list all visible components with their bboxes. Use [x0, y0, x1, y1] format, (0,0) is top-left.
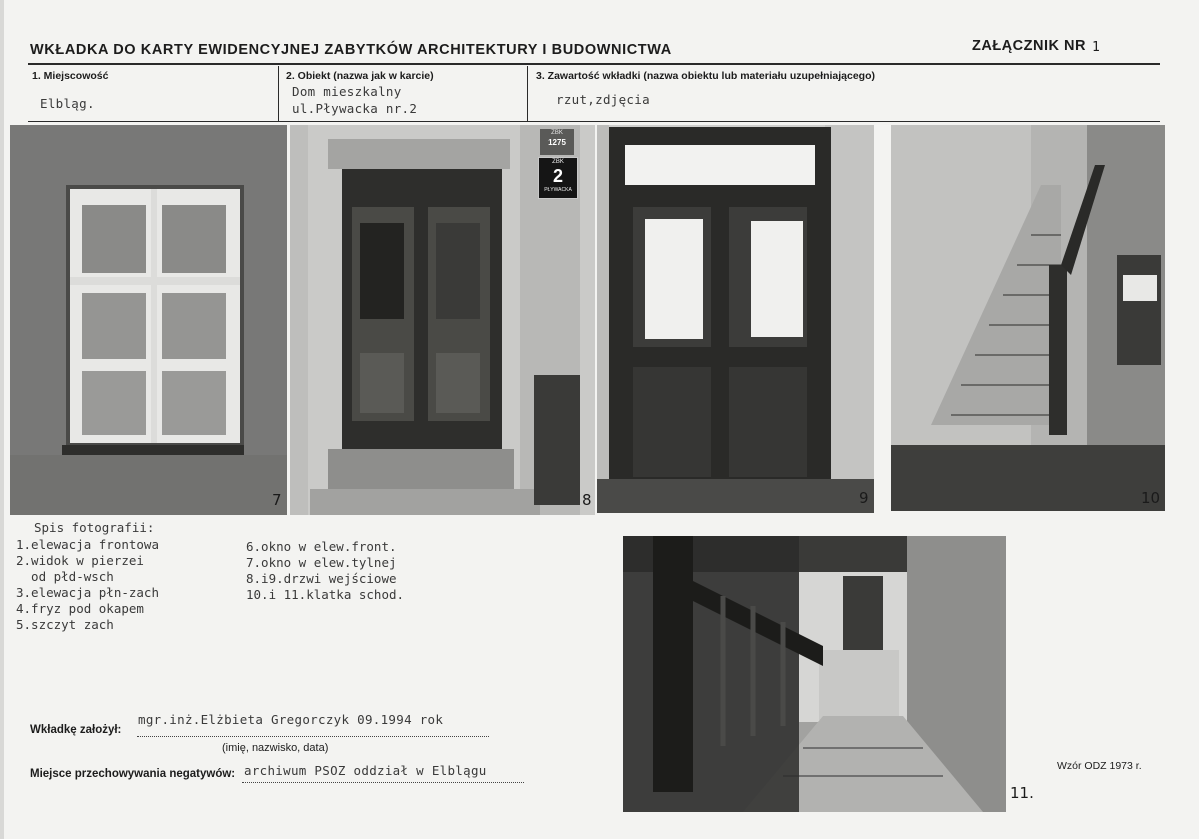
form-note: Wzór ODZ 1973 r. — [1057, 760, 1142, 772]
list-item: 3.elewacja płn-zach — [16, 585, 159, 600]
house-plate-street: PŁYWACKA — [544, 187, 572, 193]
list-item: 2.widok w pierzei — [16, 553, 144, 568]
list-item: 6.okno w elew.front. — [246, 539, 397, 554]
list-item: od płd-wsch — [16, 569, 114, 584]
contents-value: rzut,zdjęcia — [556, 92, 650, 107]
negatives-value: archiwum PSOZ oddział w Elblągu — [244, 763, 487, 778]
list-item: 8.i9.drzwi wejściowe — [246, 571, 397, 586]
photo9-number: 9 — [859, 489, 869, 507]
photo8-number: 8 — [582, 491, 592, 509]
photo-list-heading — [34, 520, 154, 536]
house-plate-label: ZBK — [552, 159, 564, 165]
annex-number: 1 — [1092, 40, 1100, 55]
photo-entrance-door — [290, 125, 595, 515]
fields-rule — [28, 121, 1160, 122]
list-item: 4.fryz pod okapem — [16, 601, 144, 616]
photo-list-col2 — [246, 539, 404, 603]
locality-value: Elbląg. — [40, 96, 95, 111]
house-number: 2 — [552, 166, 563, 186]
author-value: mgr.inż.Elżbieta Gregorczyk 09.1994 rok — [138, 712, 444, 727]
sheet-edge — [0, 0, 4, 839]
field-divider-2 — [527, 66, 528, 121]
photo-staircase — [891, 125, 1165, 511]
contents-label: 3. Zawartość wkładki (nazwa obiektu lub materiału uzupełniającego) — [536, 70, 875, 82]
photo-list-col1 — [16, 537, 159, 633]
door-plate-top: ZBK — [551, 130, 563, 136]
author-label: Wkładkę założył: — [30, 724, 122, 736]
author-dotline — [137, 736, 489, 737]
header-rule — [28, 63, 1160, 65]
locality-label: 1. Miejscowość — [32, 70, 109, 82]
photo11-number: 11. — [1010, 784, 1034, 802]
list-item: 1.elewacja frontowa — [16, 537, 159, 552]
photo10-number: 10 — [1141, 489, 1161, 507]
door-plate-old — [540, 129, 574, 155]
list-item: 5.szczyt zach — [16, 617, 114, 632]
object-value-line2: ul.Pływacka nr.2 — [292, 101, 418, 116]
house-number-plate — [538, 157, 578, 199]
photo-window — [10, 125, 287, 515]
object-value-line1: Dom mieszkalny — [292, 84, 402, 99]
author-caption: (imię, nazwisko, data) — [222, 742, 329, 754]
document-title: WKŁADKA DO KARTY EWIDENCYJNEJ ZABYTKÓW ARCHITEKTURY I BUDOWNICTWA — [30, 42, 672, 58]
list-item: 7.okno w elew.tylnej — [246, 555, 397, 570]
list-item: 10.i 11.klatka schod. — [246, 587, 405, 602]
annex-label: ZAŁĄCZNIK NR — [972, 38, 1086, 54]
photo7-number: 7 — [272, 491, 282, 509]
photo-interior-door — [597, 125, 874, 513]
photo-staircase-landing — [623, 536, 1006, 812]
field-divider-1 — [278, 66, 279, 121]
photo-list-heading-text: Spis fotografii: — [34, 520, 155, 535]
object-label: 2. Obiekt (nazwa jak w karcie) — [286, 70, 434, 82]
negatives-label: Miejsce przechowywania negatywów: — [30, 768, 236, 780]
door-plate-number-small: 1275 — [548, 138, 566, 147]
negatives-dotline — [242, 782, 524, 783]
